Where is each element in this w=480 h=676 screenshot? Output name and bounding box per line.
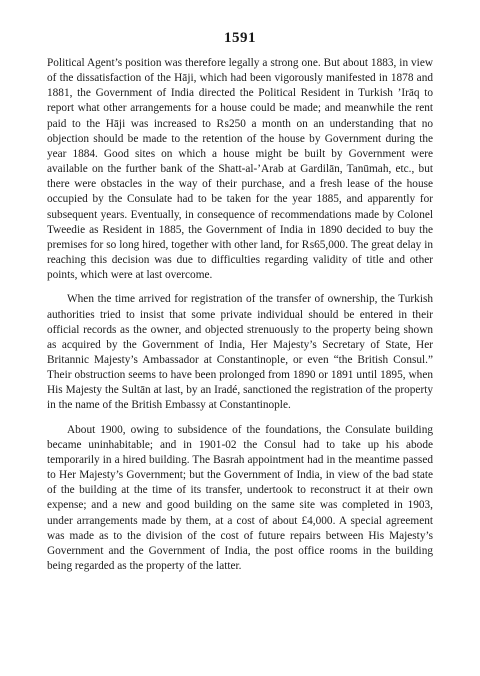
body-text: [47, 56, 433, 574]
paragraph-continued: Political Agent’s position was therefore legally a strong one. But about 1883, in view of the dissatisfaction of the Hāji, which had been vigorously manifested in 1878 and 1881, the Government of India directed the Political Resident in Turkish ’Irāq to report what other arrangements for a house could be made; and meanwhile the rent paid to the Hāji was increased to ₨250 a month on an understanding that no objection should be made to the retention of the house by Government during the year 1884. Good sites on which a house might be built by Government were available on the further bank of the Shatt-al-’Arab at Gardilān, Tanūmah, etc., but there were obstacles in the way of their purchase, and a fresh lease of the house occupied by the Consulate had to be taken for the year 1885, and apparently for subsequent years. Eventually, in consequence of recommendations made by Colonel Tweedie as Resident in 1885, the Government of India in 1890 decided to buy the premises for so long hired, together with other land, for ₨65,000. The great delay in reaching this decision was due to difficulties regarding validity of title and other points, which were at last overcome.: [47, 57, 433, 282]
page-number: 1591: [224, 30, 256, 46]
paragraph-registration: When the time arrived for registration of the transfer of ownership, the Turkish authorities tried to insist that some private individual should be entered in their official records as the owner, and objected strenuously to the property being shown as acquired by the Government of India, Her Majesty’s Secretary of State, Her Britannic Majesty’s Ambassador at Constantinople, or even “the British Consul.” Their obstruction seems to have been prolonged from 1890 or 1891 until 1895, when His Majesty the Sultān at last, by an Iradé, sanctioned the registration of the property in the name of the British Embassy at Constantinople.: [47, 293, 433, 412]
paragraph-reconstruction: About 1900, owing to subsidence of the foundations, the Consulate building became uninhabitable; and in 1901-02 the Consul had to take up his abode temporarily in a hired building. The Basrah appointment had in the meantime passed to Her Majesty’s Government; but the Government of India, in view of the bad state of the building at the time of its transfer, undertook to reconstruct it at their own expense; and a new and good building on the same site was completed in 1903, under arrangements made by them, at a cost of about £4,000. A special agreement was made as to the division of the cost of future repairs between His Majesty’s Government and the Government of India, the post office rooms in the building being regarded as the property of the latter.: [47, 423, 433, 572]
